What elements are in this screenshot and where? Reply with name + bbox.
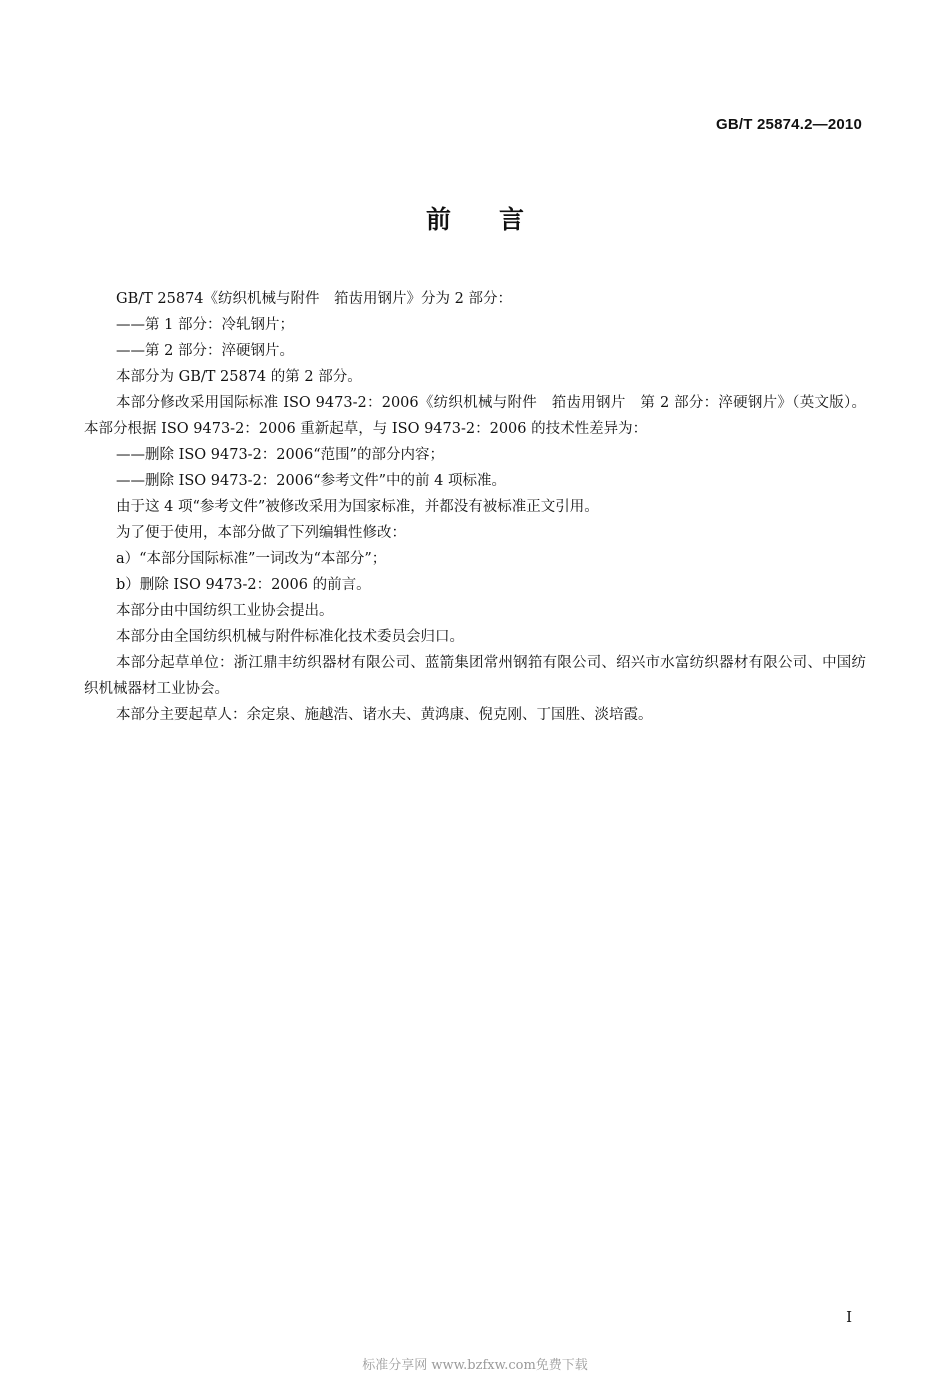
list-item-difference-1: ——删除 ISO 9473-2：2006“范围”的部分内容； (116, 447, 445, 463)
list-item-difference-2: ——删除 ISO 9473-2：2006“参考文件”中的前 4 项标准。 (116, 473, 506, 489)
foreword-body (84, 286, 866, 728)
list-item-edit-b: b）删除 ISO 9473-2：2006 的前言。 (116, 577, 371, 593)
list-item-part-1: ——第 1 部分：冷轧钢片； (116, 317, 294, 333)
page-title: 前言 (425, 205, 572, 234)
page-number: I (846, 1308, 852, 1326)
paragraph-this-part: 本部分为 GB/T 25874 的第 2 部分。 (116, 369, 362, 385)
paragraph-drafting-units: 本部分起草单位：浙江鼎丰纺织器材有限公司、蓝箭集团常州钢筘有限公司、绍兴市水富纺织器材有限公司、中国纺织机械器材工业协会。 (84, 655, 866, 697)
paragraph-reason: 由于这 4 项“参考文件”被修改采用为国家标准，并都没有被标准正文引用。 (116, 499, 599, 515)
paragraph-drafters: 本部分主要起草人：余定泉、施越浩、诸水夫、黄鸿康、倪克刚、丁国胜、淡培霞。 (116, 707, 653, 723)
paragraph-adoption: 本部分修改采用国际标准 ISO 9473-2：2006《纺织机械与附件 筘齿用钢片 第 2 部分：淬硬钢片》（英文版）。本部分根据 ISO 9473-2：2006 重新起草，与 ISO 9473-2：2006 的技术性差异为： (84, 395, 866, 437)
list-item-part-2: ——第 2 部分：淬硬钢片。 (116, 343, 294, 359)
standard-code: GB/T 25874.2—2010 (716, 116, 862, 133)
paragraph-managed-by: 本部分由全国纺织机械与附件标准化技术委员会归口。 (116, 629, 464, 645)
list-item-edit-a: a）“本部分国际标准”一词改为“本部分”； (116, 551, 387, 567)
watermark: 标准分享网 www.bzfxw.com免费下载 (362, 1358, 588, 1373)
paragraph-proposed-by: 本部分由中国纺织工业协会提出。 (116, 603, 334, 619)
paragraph-editorial: 为了便于使用，本部分做了下列编辑性修改： (116, 525, 406, 541)
paragraph-intro: GB/T 25874《纺织机械与附件 筘齿用钢片》分为 2 部分： (116, 291, 512, 307)
